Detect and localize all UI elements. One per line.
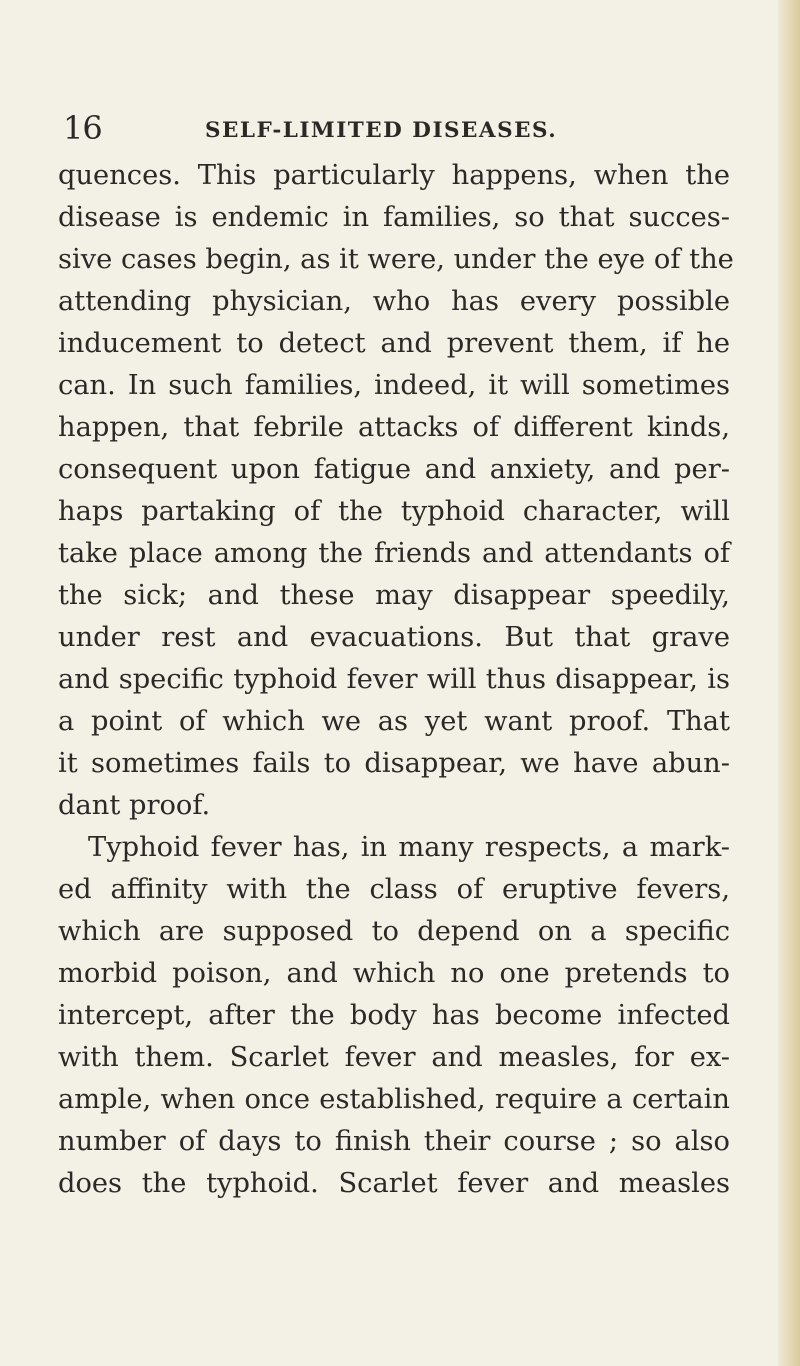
page-header xyxy=(63,110,763,150)
text-line: number of days to finish their course ; so also xyxy=(58,1126,730,1157)
text-line: the sick; and these may disappear speedily, xyxy=(58,580,730,611)
text-line: attending physician, who has every possible xyxy=(58,286,730,317)
text-line: haps partaking of the typhoid character, will xyxy=(58,496,730,527)
text-line: sive cases begin, as it were, under the eye of the xyxy=(58,244,734,275)
body-text xyxy=(58,155,734,1205)
text-line: intercept, after the body has become infected xyxy=(58,1000,730,1031)
text-line: under rest and evacuations. But that grave xyxy=(58,622,730,653)
text-line: ample, when once established, require a certain xyxy=(58,1084,730,1115)
page-number: 16 xyxy=(63,109,102,147)
text-line: does the typhoid. Scarlet fever and measles xyxy=(58,1168,730,1199)
page-edge xyxy=(778,0,800,1366)
text-line: disease is endemic in families, so that succes- xyxy=(58,202,730,233)
text-line: take place among the friends and attendants of xyxy=(58,538,730,569)
text-line: inducement to detect and prevent them, if he xyxy=(58,328,730,359)
text-line: which are supposed to depend on a specific xyxy=(58,916,730,947)
text-line: consequent upon fatigue and anxiety, and per- xyxy=(58,454,730,485)
text-line: ed affinity with the class of eruptive fevers, xyxy=(58,874,730,905)
text-line: morbid poison, and which no one pretends to xyxy=(58,958,730,989)
text-line: can. In such families, indeed, it will sometimes xyxy=(58,370,730,401)
text-line: a point of which we as yet want proof. That xyxy=(58,706,730,737)
text-line: happen, that febrile attacks of different kinds, xyxy=(58,412,730,443)
paragraph-end-line: dant proof. xyxy=(58,790,211,821)
paragraph-start-line: Typhoid fever has, in many respects, a mark- xyxy=(88,832,730,863)
text-line: and specific typhoid fever will thus disappear, is xyxy=(58,664,730,695)
text-line: quences. This particularly happens, when the xyxy=(58,160,730,191)
text-line: it sometimes fails to disappear, we have abun- xyxy=(58,748,730,779)
running-head: SELF-LIMITED DISEASES. xyxy=(205,118,558,143)
text-line: with them. Scarlet fever and measles, for ex- xyxy=(58,1042,730,1073)
